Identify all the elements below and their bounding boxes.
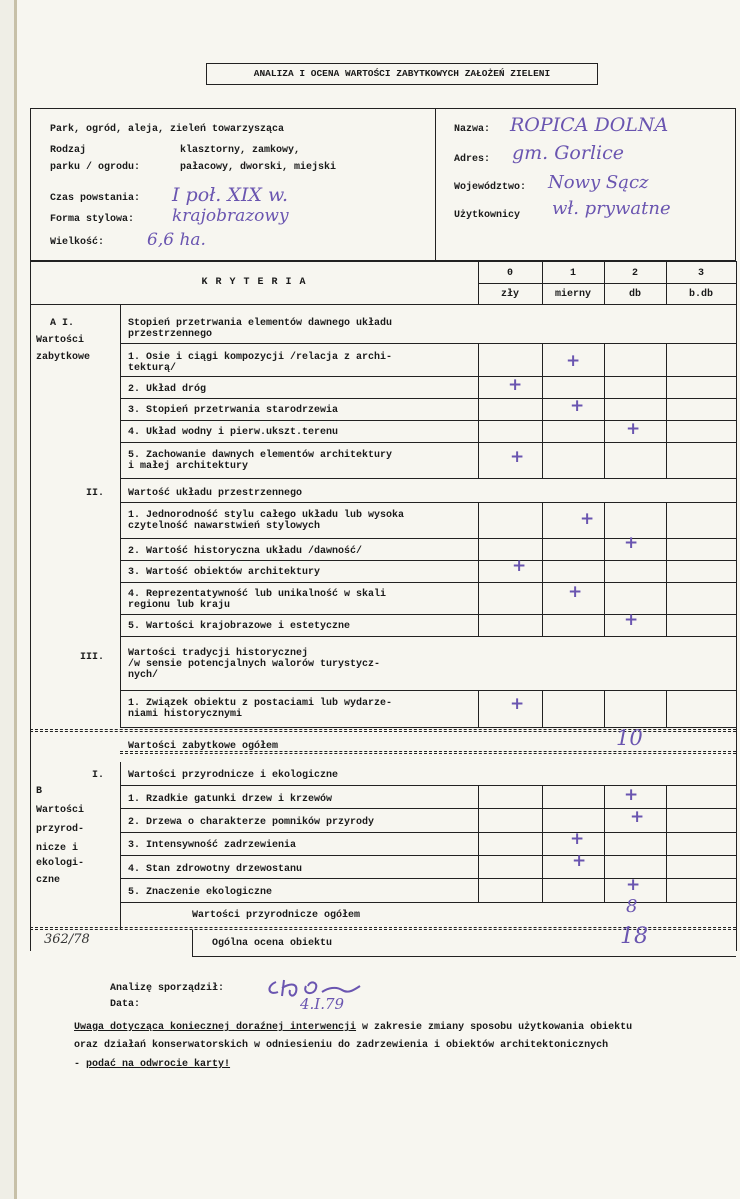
wielkosc-label: Wielkość:: [50, 237, 105, 248]
a1-col-line-2: [604, 343, 605, 478]
b1-row-3: 3. Intensywność zadrzewienia: [128, 840, 297, 851]
section-b-divider: [120, 762, 121, 930]
col-2-label: db: [628, 289, 641, 300]
a1-row-2: 2. Układ dróg: [128, 384, 207, 395]
col-3-num: 3: [697, 268, 704, 279]
nazwa-label: Nazwa:: [454, 124, 491, 135]
rodzaj-options-1: klasztorny, zamkowy,: [180, 145, 301, 156]
a2-col-line-2: [604, 502, 605, 636]
data-label: Data:: [110, 999, 141, 1010]
adres-value: gm. Gorlice: [512, 142, 624, 164]
col-1-label: mierny: [554, 289, 591, 300]
ogolna-bottom-line: [192, 956, 736, 957]
mark-a3-1: +: [510, 694, 525, 714]
col-0-num: 0: [506, 268, 513, 279]
section-a-divider: [120, 304, 121, 728]
a3-title-2: /w sensie potencjalnych walorów turystycz-: [128, 659, 381, 670]
a3-col-line-3: [666, 690, 667, 727]
mark-a1-4: +: [626, 419, 641, 439]
mark-b1-5: +: [626, 875, 641, 895]
mark-b1-4: +: [572, 851, 587, 871]
b1-col-line-3: [666, 785, 667, 902]
a3-row-1-l2: niami historycznymi: [128, 709, 243, 720]
table-top-line: [30, 261, 736, 262]
mark-a2-5: +: [624, 610, 639, 630]
a2-title: Wartość układu przestrzennego: [128, 488, 303, 499]
wojewodztwo-value: Nowy Sącz: [548, 172, 649, 193]
mark-a2-3: +: [512, 556, 527, 576]
mark-a1-5: +: [510, 447, 525, 467]
b1-col-line-2: [604, 785, 605, 902]
b1-row-5: 5. Znaczenie ekologiczne: [128, 887, 273, 898]
a-total-value: 10: [616, 726, 643, 750]
b1-row-4: 4. Stan zdrowotny drzewostanu: [128, 864, 303, 875]
uzytkownicy-value: wł. prywatne: [552, 198, 671, 219]
b1-row-2-line: [120, 832, 736, 833]
a2-row-4-l2: regionu lub kraju: [128, 600, 231, 611]
b1-row-1: 1. Rzadkie gatunki drzew i krzewów: [128, 794, 333, 805]
a3-col-line-2: [604, 690, 605, 727]
b1-row-2: 2. Drzewa o charakterze pomników przyrody: [128, 817, 375, 828]
uwaga-line-3a: -: [74, 1059, 87, 1070]
table-left-line: [30, 261, 31, 951]
mark-a1-3: +: [570, 396, 585, 416]
a1-row-4: 4. Układ wodny i pierw.ukszt.terenu: [128, 427, 339, 438]
parku-label: parku / ogrodu:: [50, 162, 141, 173]
b-total-value: 8: [626, 896, 638, 917]
a2-row-5: 5. Wartości krajobrazowe i estetyczne: [128, 621, 351, 632]
col-line-2-header: [604, 261, 605, 304]
col-line-1-header: [542, 261, 543, 304]
mark-a2-4: +: [568, 582, 583, 602]
mark-b1-2: +: [630, 807, 645, 827]
a1-col-line-0: [478, 343, 479, 478]
section-b-label-3: Wartości: [36, 805, 85, 816]
col-1-num: 1: [569, 268, 576, 279]
a2-col-line-0: [478, 502, 479, 636]
forma-label: Forma stylowa:: [50, 214, 135, 225]
section-b-roman-1: I.: [92, 770, 105, 781]
a3-title-1: Wartości tradycji historycznej: [128, 648, 309, 659]
rodzaj-label: Rodzaj: [50, 145, 87, 156]
rodzaj-options-2: pałacowy, dworski, miejski: [180, 162, 337, 173]
mark-a2-1: +: [580, 509, 595, 529]
a1-row-1-l2: tekturą/: [128, 363, 177, 374]
section-a-roman-3: III.: [80, 652, 105, 663]
czas-label: Czas powstania:: [50, 193, 141, 204]
data-value: 4.I.79: [300, 995, 345, 1013]
header-mid-line: [478, 283, 736, 284]
a1-col-line-3: [666, 343, 667, 478]
a1-row-1-line: [120, 376, 736, 377]
forma-value: krajobrazowy: [172, 206, 289, 226]
section-b-label-5: nicze i: [36, 843, 79, 854]
b-total-label: Wartości przyrodnicze ogółem: [192, 910, 361, 921]
a2-row-1-line: [120, 538, 736, 539]
a1-row-1-l1: 1. Osie i ciągi kompozycji /relacja z archi-: [128, 352, 393, 363]
a2-row-1-l1: 1. Jednorodność stylu całego układu lub wysoka: [128, 510, 405, 521]
a2-row-3: 3. Wartość obiektów architektury: [128, 567, 321, 578]
a1-title-line: [120, 343, 736, 344]
wojewodztwo-label: Województwo:: [454, 182, 527, 193]
section-a-label-2: Wartości: [36, 335, 85, 346]
analize-label: Analizę sporządził:: [110, 983, 225, 994]
header-bottom-line: [30, 304, 736, 305]
uwaga-line-1b: w zakresie zmiany sposobu użytkowania obiektu: [356, 1022, 633, 1033]
table-right-line: [736, 261, 737, 951]
uzytkownicy-label: Użytkownicy: [454, 210, 521, 221]
a1-row-5-l1: 5. Zachowanie dawnych elementów architektury: [128, 450, 393, 461]
section-b-label-4: przyrod-: [36, 824, 85, 835]
a3-title-3: nych/: [128, 670, 159, 681]
a1-row-3: 3. Stopień przetrwania starodrzewia: [128, 405, 339, 416]
a1-row-5-l2: i małej architektury: [128, 461, 249, 472]
a1-col-line-1: [542, 343, 543, 478]
mark-a1-2: +: [508, 375, 523, 395]
mark-b1-3: +: [570, 829, 585, 849]
b1-col-line-1: [542, 785, 543, 902]
section-a-roman-2: II.: [86, 488, 105, 499]
b1-title-line: [120, 785, 736, 786]
col-3-label: b.db: [688, 289, 713, 300]
a1-row-4-line: [120, 442, 736, 443]
ogolna-value: 18: [620, 924, 648, 949]
nazwa-value: ROPICA DOLNA: [510, 114, 669, 136]
a2-row-2-line: [120, 560, 736, 561]
form-title: ANALIZA I OCENA WARTOŚCI ZABYTKOWYCH ZAŁOŻEŃ ZIELENI: [253, 68, 551, 79]
a2-row-3-line: [120, 582, 736, 583]
a1-row-5-line: [120, 478, 736, 479]
col-line-3-header: [666, 261, 667, 304]
section-a-label-3: zabytkowe: [36, 352, 91, 363]
col-0-label: zły: [500, 289, 519, 300]
a2-col-line-3: [666, 502, 667, 636]
mark-b1-1: +: [624, 785, 639, 805]
b1-row-5-line: [120, 902, 736, 903]
a2-col-line-1: [542, 502, 543, 636]
col-line-0-header: [478, 261, 479, 304]
b1-col-line-0: [478, 785, 479, 902]
a3-row-1-l1: 1. Związek obiektu z postaciami lub wydarze-: [128, 698, 393, 709]
a-total-label: Wartości zabytkowe ogółem: [128, 741, 279, 752]
uwaga-line-2: oraz działań konserwatorskich w odniesieniu do zadrzewienia i obiektów architektonicznych: [74, 1040, 609, 1051]
a2-row-4-l1: 4. Reprezentatywność lub unikalność w skali: [128, 589, 387, 600]
a1-row-2-line: [120, 398, 736, 399]
section-b-label-6: ekologi-: [36, 858, 85, 869]
a3-col-line-1: [542, 690, 543, 727]
a-total-dashed-bottom: [120, 751, 736, 754]
mark-a2-2: +: [624, 533, 639, 553]
ogolna-label: Ogólna ocena obiektu: [212, 938, 333, 949]
reference-number: 362/78: [44, 932, 90, 947]
a3-row-1-line: [120, 727, 736, 728]
a1-title-2: przestrzennego: [128, 329, 213, 340]
uwaga-line-3b: podać na odwrocie karty!: [86, 1059, 231, 1070]
section-a-label-1: A I.: [50, 318, 75, 329]
a2-row-2: 2. Wartość historyczna układu /dawność/: [128, 546, 363, 557]
section-b-label-7: czne: [36, 875, 61, 886]
section-b-label-b: B: [36, 786, 43, 797]
a2-row-4-line: [120, 614, 736, 615]
kryteria-header: K R Y T E R I A: [201, 277, 307, 288]
col-2-num: 2: [631, 268, 638, 279]
czas-value: I poł. XIX w.: [172, 184, 289, 206]
mark-a1-1: +: [566, 351, 581, 371]
wielkosc-value: 6,6 ha.: [147, 230, 206, 250]
ogolna-left-line: [192, 930, 193, 956]
park-type-line: Park, ogród, aleja, zieleń towarzysząca: [50, 124, 285, 135]
uwaga-line-1a: Uwaga dotycząca koniecznej doraźnej interwencji: [74, 1022, 357, 1033]
b1-row-4-line: [120, 878, 736, 879]
adres-label: Adres:: [454, 154, 491, 165]
a3-title-line: [120, 690, 736, 691]
info-divider: [435, 108, 436, 261]
b1-title: Wartości przyrodnicze i ekologiczne: [128, 770, 339, 781]
a1-title-1: Stopień przetrwania elementów dawnego układu: [128, 318, 393, 329]
a2-title-line: [120, 502, 736, 503]
a3-col-line-0: [478, 690, 479, 727]
a1-row-3-line: [120, 420, 736, 421]
b1-row-3-line: [120, 855, 736, 856]
a2-row-5-line: [120, 636, 736, 637]
a2-row-1-l2: czytelność nawarstwień stylowych: [128, 521, 321, 532]
